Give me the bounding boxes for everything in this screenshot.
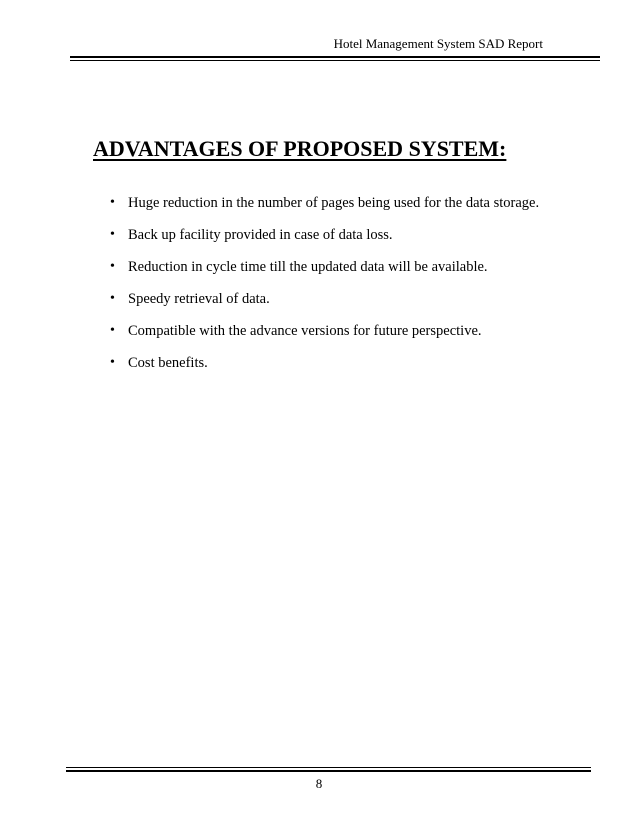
footer-divider: [66, 767, 591, 772]
list-item: [110, 354, 546, 372]
bullet-icon: •: [110, 291, 115, 306]
list-item-text: Cost benefits.: [128, 355, 208, 371]
list-item: [110, 322, 546, 340]
list-item: [110, 194, 546, 212]
bullet-icon: •: [110, 355, 115, 370]
bullet-icon: •: [110, 227, 115, 242]
list-item-text: Back up facility provided in case of data loss.: [128, 227, 393, 243]
list-item-text: Speedy retrieval of data.: [128, 291, 270, 307]
bullet-icon: •: [110, 323, 115, 338]
header-divider: [70, 56, 600, 61]
bullet-icon: •: [110, 259, 115, 274]
list-item: [110, 226, 546, 244]
list-item-text: Huge reduction in the number of pages being used for the data storage.: [128, 195, 540, 211]
list-item: [110, 258, 546, 276]
advantages-list: [110, 194, 546, 386]
section-heading: ADVANTAGES OF PROPOSED SYSTEM:: [93, 136, 507, 161]
bullet-icon: •: [110, 195, 115, 210]
list-item-text: Reduction in cycle time till the updated data will be available.: [128, 259, 488, 275]
list-item-text: Compatible with the advance versions for future perspective.: [128, 323, 482, 339]
running-header-title: Hotel Management System SAD Report: [333, 36, 543, 51]
list-item: [110, 290, 546, 308]
page-number: 8: [315, 776, 323, 791]
